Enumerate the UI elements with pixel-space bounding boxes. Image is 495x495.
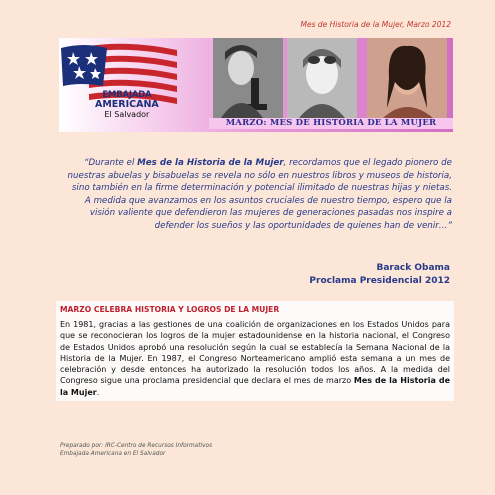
banner: [59, 38, 453, 132]
article-body: [56, 317, 454, 401]
quote-text: , recordamos que el legado pionero de nuestras abuelas y bisabuelas se revela no sólo en nuestros libros y museos de historia, sino también en la firme determinación y potencial ilimitado de nuestras hijas y nietas. A medida que avanzamos en los asuntos cruciales de nuestro tiempo, espero que la visión valiente que defendieron las mujeres de generaciones pasadas nos inspire a defender los sueños y las oportunidades de quienes han de venir…”: [67, 158, 452, 231]
footer-line-2: Embajada Americana en El Salvador: [60, 451, 166, 457]
embassy-line-3: El Salvador: [104, 110, 150, 119]
article-emphasis: Mes de la Historia de la Mujer: [60, 376, 450, 397]
embassy-logo-text: [95, 90, 159, 120]
portrait-aviator: [287, 38, 357, 118]
article-text: En 1981, gracias a las gestiones de una coalición de organizaciones en los Estados Unidos para que se reconocieran los logros de la mujer estadounidense en la historia nacional, el Congreso de Estados Unidos aprobó una resolución según la cual se establecía la Semana Nacional de la Historia de la Mujer. En 1987, el Congreso Norteamericano amplió esta semana a un mes de celebración y desde entonces ha autorizado la resolución todos los años. A la medida del Congreso sigue una proclama presidencial que declara el mes de marzo: [60, 320, 450, 386]
footer: [60, 442, 212, 458]
author-name: Barack Obama: [376, 263, 450, 273]
author-title: Proclama Presidencial 2012: [309, 276, 450, 286]
presidential-quote: [66, 157, 452, 233]
flag-canton: [61, 45, 107, 86]
article: [56, 301, 454, 401]
banner-title: MARZO: MES DE HISTORIA DE LA MUJER: [209, 118, 453, 129]
embassy-line-2: AMERICANA: [95, 99, 159, 110]
embassy-line-1: EMBAJADA: [102, 90, 152, 100]
footer-line-1: Preparado por: IRC-Centro de Recursos Informativos: [60, 443, 213, 449]
portrait-scientist: [213, 38, 283, 118]
running-header: Mes de Historia de la Mujer, Marzo 2012: [300, 20, 451, 29]
quote-attribution: [309, 262, 450, 288]
article-end: .: [96, 387, 100, 397]
quote-emphasis: Mes de la Historia de la Mujer: [137, 158, 284, 168]
portrait-native-woman: [367, 38, 447, 118]
article-heading: MARZO CELEBRA HISTORIA Y LOGROS DE LA MUJER: [56, 301, 454, 317]
quote-open: “Durante el: [83, 158, 138, 168]
